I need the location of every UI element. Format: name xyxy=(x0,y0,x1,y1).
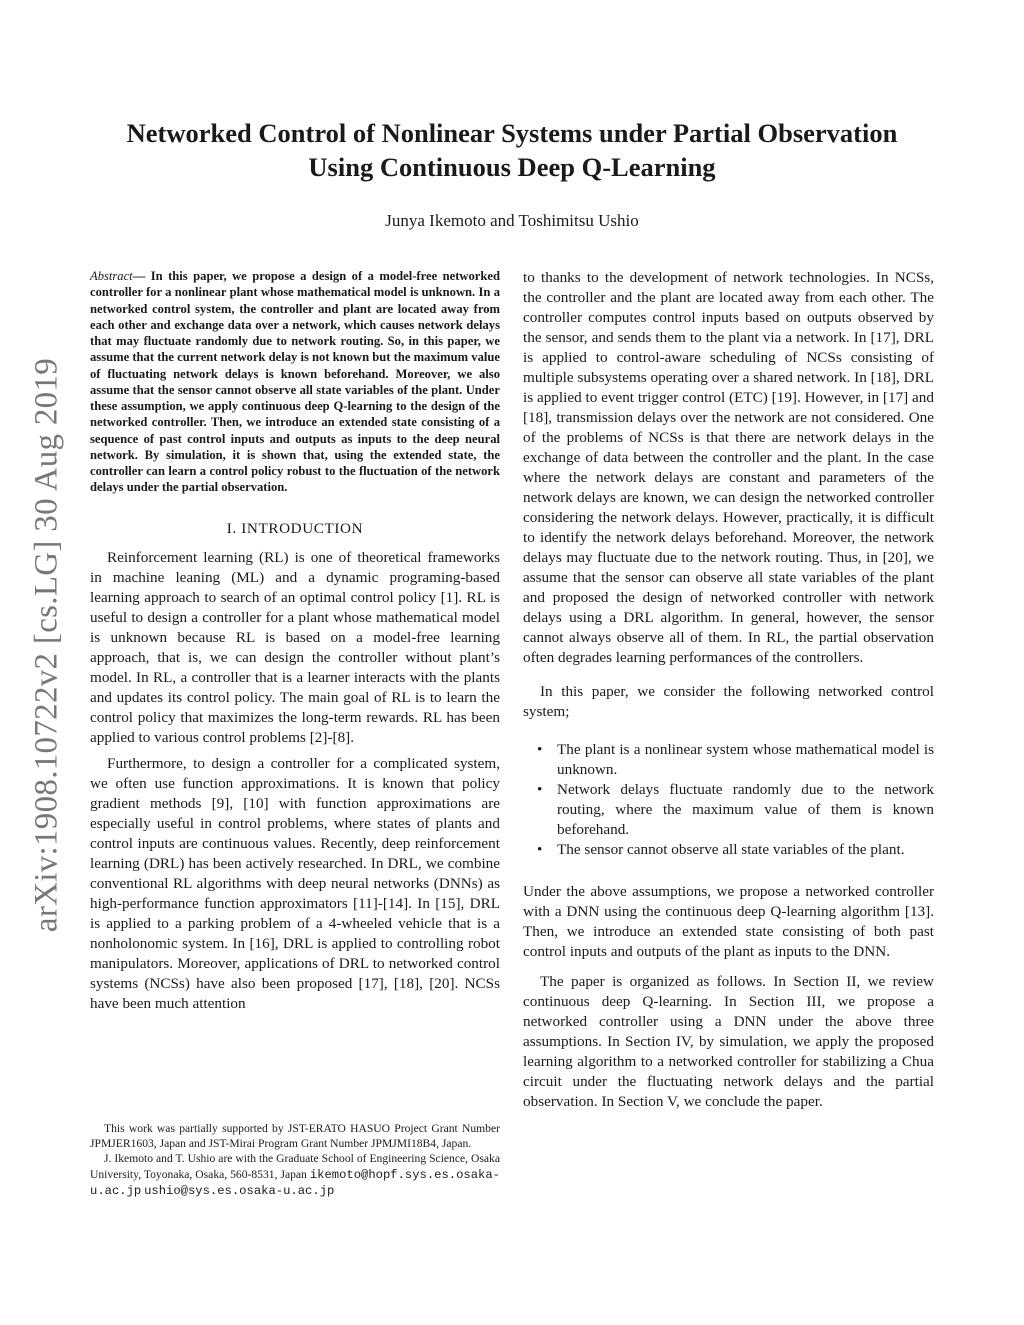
footnotes xyxy=(90,1121,500,1199)
assumption-item xyxy=(537,840,934,860)
paper-title xyxy=(90,116,934,184)
abstract xyxy=(90,268,500,496)
title-line-2: Using Continuous Deep Q-Learning xyxy=(308,152,716,182)
intro-paragraph-1: Reinforcement learning (RL) is one of theoretical frameworks in machine leaning (ML) and a dynamic programing-based learning approach to search of an optimal control policy [1]. RL is useful to design a controller for a plant whose mathematical model is unknown because RL is based on a model-free learning approach, that is, we can design the controller without plant’s model. In RL, a controller that is a learner interacts with the plants and updates its control policy. The main goal of RL is to learn the control policy that maximizes the long-term rewards. RL has been applied to various control problems [2]-[8]. xyxy=(90,548,500,746)
intro-paragraph-3: to thanks to the development of network technologies. In NCSs, the controller and the plant are located away from each other. The controller computes control inputs based on outputs observed by the sensor, and sends them to the plant via a network. In [17], DRL is applied to control-aware scheduling of NCSs consisting of multiple subsystems operating over a shared network. In [18], DRL is applied to event trigger control (ETC) [19]. However, in [17] and [18], transmission delays over the network are not considered. One of the problems of NCSs is that there are network delays in the exchange of data between the controller and the plant. In the case where the network delays are constant and parameters of the network delays are known, we can design the networked controller considering the network delays. However, practically, it is difficult to identify the network delays beforehand. Moreover, the network delays may fluctuate due to the network routing. Thus, in [20], we assume that the sensor can observe all state variables of the plant and proposed the design of networked controller with network delays using a DRL algorithm. In general, however, the sensor cannot always observe all of them. In RL, the partial observation often degrades learning performances of the controllers. xyxy=(523,269,934,666)
email-ushio[interactable]: ushio@sys.es.osaka-u.ac.jp xyxy=(144,1183,335,1198)
assumption-item xyxy=(537,740,934,780)
abstract-text: — In this paper, we propose a design of a model-free networked controller for a nonlinear plant whose mathematical model is unknown. In a networked control system, the controller and plant are located away from each other and exchange data over a network, which causes network delays that may fluctuate randomly due to network routing. So, in this paper, we assume that the current network delay is not known but the maximum value of fluctuating network delays is known beforehand. Moreover, we also assume that the sensor cannot observe all state variables of the plant. Under these assumption, we apply continuous deep Q-learning to the design of the networked controller. Then, we introduce an extended state consisting of a sequence of past control inputs and outputs as inputs to the deep neural network. By simulation, it is shown that, using the extended state, the controller can learn a control policy robust to the fluctuation of the network delays under the partial observation. xyxy=(90,269,500,495)
author-list: Junya Ikemoto and Toshimitsu Ushio xyxy=(385,211,639,230)
affiliation-footnote xyxy=(90,1151,500,1199)
arxiv-identifier: arXiv:1908.10722v2 [cs.LG] 30 Aug 2019 xyxy=(28,357,65,933)
intro-paragraph-5: Under the above assumptions, we propose a networked controller with a DNN using the continuous deep Q-learning algorithm [13]. Then, we introduce an extended state consisting of both past control inputs and outputs of the plant as inputs to the DNN. xyxy=(523,883,934,960)
arxiv-sidebar xyxy=(27,345,67,945)
funding-footnote: This work was partially supported by JST-ERATO HASUO Project Grant Number JPMJER1603, Japan and JST-Mirai Program Grant Number JPMJMI18B4, Japan. xyxy=(90,1122,500,1151)
assumption-text: Network delays fluctuate randomly due to the network routing, where the maximum value of them is known beforehand. xyxy=(557,781,934,838)
assumption-list xyxy=(523,740,934,860)
intro-paragraph-6: The paper is organized as follows. In Section II, we review continuous deep Q-learning. In Section III, we propose a networked controller using a DNN under the above three assumptions. In Section IV, by simulation, we apply the proposed learning algorithm to a networked controller for stabilizing a Chua circuit under the fluctuating network delays and the partial observation. In Section V, we conclude the paper. xyxy=(523,973,934,1110)
bullet-icon: • xyxy=(537,741,543,758)
left-column xyxy=(90,268,500,1020)
assumption-text: The plant is a nonlinear system whose mathematical model is unknown. xyxy=(557,741,934,778)
email-ikemoto[interactable]: ikemoto@hopf.sys.es.osaka-u.ac.jp xyxy=(90,1167,500,1198)
intro-paragraph-4: In this paper, we consider the following networked control system; xyxy=(523,683,934,720)
intro-paragraph-2: Furthermore, to design a controller for a complicated system, we often use function approximations. It is known that policy gradient methods [9], [10] with function approximations are especially useful in control problems, where states of plants and control inputs are continuous values. Recently, deep reinforcement learning (DRL) has been actively researched. In DRL, we combine conventional RL algorithms with deep neural networks (DNNs) as high-performance function approximators [11]-[14]. In [15], DRL is applied to a parking problem of a 4-wheeled vehicle that is a nonholonomic system. In [16], DRL is applied to controlling robot manipulators. Moreover, applications of DRL to networked control systems (NCSs) have also been proposed [17], [18], [20]. NCSs have been much attention xyxy=(90,754,500,1012)
section-heading-introduction: I. INTRODUCTION xyxy=(226,519,364,537)
assumption-text: The sensor cannot observe all state variables of the plant. xyxy=(557,841,905,858)
right-column xyxy=(523,268,934,1118)
abstract-label: Abstract xyxy=(90,269,133,283)
bullet-icon: • xyxy=(537,781,543,798)
bullet-icon: • xyxy=(537,841,543,858)
title-line-1: Networked Control of Nonlinear Systems under Partial Observation xyxy=(126,118,898,148)
assumption-item xyxy=(537,780,934,840)
affiliation-text: J. Ikemoto and T. Ushio are with the Graduate School of Engineering Science, Osaka University, Toyonaka, Osaka, 560-8531, Japan xyxy=(90,1152,500,1181)
